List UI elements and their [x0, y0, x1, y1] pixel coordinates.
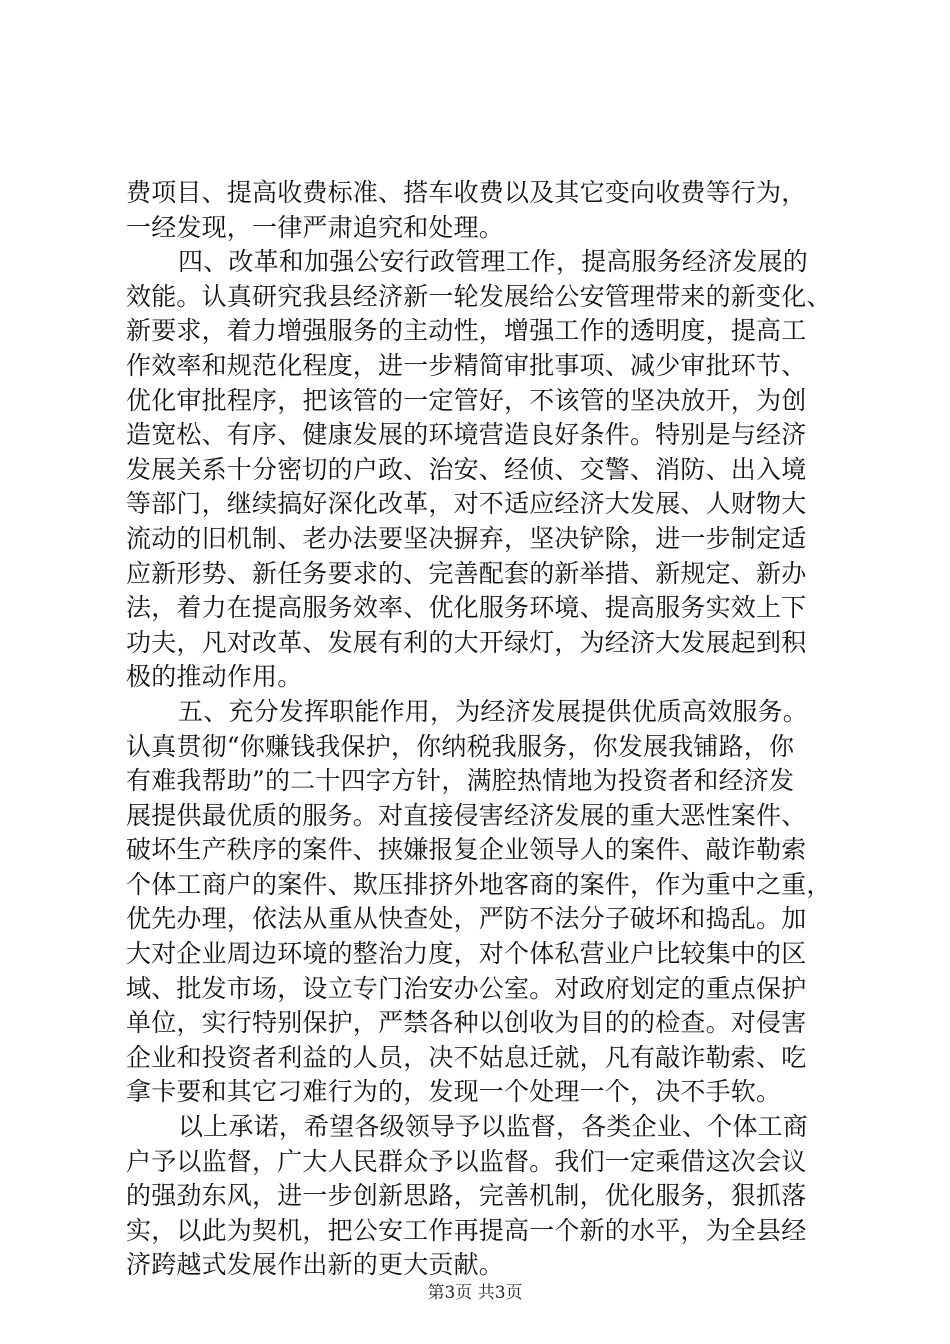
text-line: 域、批发市场，设立专门治安办公室。对政府划定的重点保护 — [126, 973, 807, 1003]
text-line: 造宽松、有序、健康发展的环境营造良好条件。特别是与经济 — [126, 420, 807, 450]
paragraph-first-line: 以上承诺，希望各级领导予以监督，各类企业、个体工商 — [178, 1112, 809, 1142]
text-line: 法，着力在提高服务效率、优化服务环境、提高服务实效上下 — [126, 593, 807, 623]
text-line: 流动的旧机制、老办法要坚决摒弃，坚决铲除，进一步制定适 — [126, 523, 807, 553]
text-line: 等部门，继续搞好深化改革，对不适应经济大发展、人财物大 — [126, 489, 807, 519]
text-line: 单位，实行特别保护，严禁各种以创收为目的的检查。对侵害 — [126, 1008, 807, 1038]
text-line: 极的推动作用。 — [126, 662, 303, 692]
text-line: 破坏生产秩序的案件、挟嫌报复企业领导人的案件、敲诈勒索 — [126, 835, 807, 865]
text-line: 发展关系十分密切的户政、治安、经侦、交警、消防、出入境 — [126, 454, 807, 484]
paragraph-first-line: 四、改革和加强公安行政管理工作，提高服务经济发展的 — [178, 247, 809, 277]
text-line: 的强劲东风，进一步创新思路，完善机制，优化服务，狠抓落 — [126, 1181, 807, 1211]
text-line: 济跨越式发展作出新的更大贡献。 — [126, 1250, 505, 1280]
text-line: 实，以此为契机，把公安工作再提高一个新的水平，为全县经 — [126, 1215, 807, 1245]
paragraph-first-line: 五、充分发挥职能作用，为经济发展提供优质高效服务。 — [178, 696, 809, 726]
text-line: 有难我帮助”的二十四字方针，满腔热情地为投资者和经济发 — [126, 766, 795, 796]
text-line: 优先办理，依法从重从快查处，严防不法分子破坏和捣乱。加 — [126, 904, 807, 934]
text-line: 户予以监督，广大人民群众予以监督。我们一定乘借这次会议 — [126, 1146, 807, 1176]
text-line: 一经发现，一律严肃追究和处理。 — [126, 212, 505, 242]
text-line: 优化审批程序，把该管的一定管好，不该管的坚决放开，为创 — [126, 385, 807, 415]
text-line: 个体工商户的案件、欺压排挤外地客商的案件，作为重中之重， — [126, 869, 832, 899]
text-line: 作效率和规范化程度，进一步精简审批事项、减少审批环节、 — [126, 350, 807, 380]
text-line: 功夫，凡对改革、发展有利的大开绿灯，为经济大发展起到积 — [126, 627, 807, 657]
text-line: 大对企业周边环境的整治力度，对个体私营业户比较集中的区 — [126, 939, 807, 969]
text-line: 应新形势、新任务要求的、完善配套的新举措、新规定、新办 — [126, 558, 807, 588]
text-line: 认真贯彻“你赚钱我保护，你纳税我服务，你发展我铺路，你 — [126, 731, 795, 761]
text-line: 新要求，着力增强服务的主动性，增强工作的透明度，提高工 — [126, 316, 807, 346]
text-line: 费项目、提高收费标准、搭车收费以及其它变向收费等行为， — [126, 178, 807, 207]
page-footer: 第3页 共3页 — [427, 1283, 523, 1303]
text-line: 展提供最优质的服务。对直接侵害经济发展的重大恶性案件、 — [126, 800, 807, 830]
text-line: 企业和投资者利益的人员，决不姑息迁就，凡有敲诈勒索、吃 — [126, 1042, 807, 1072]
text-line: 效能。认真研究我县经济新一轮发展给公安管理带来的新变化、 — [126, 281, 832, 311]
document-body — [126, 176, 846, 1283]
text-line: 拿卡要和其它刁难行为的，发现一个处理一个，决不手软。 — [126, 1077, 782, 1107]
